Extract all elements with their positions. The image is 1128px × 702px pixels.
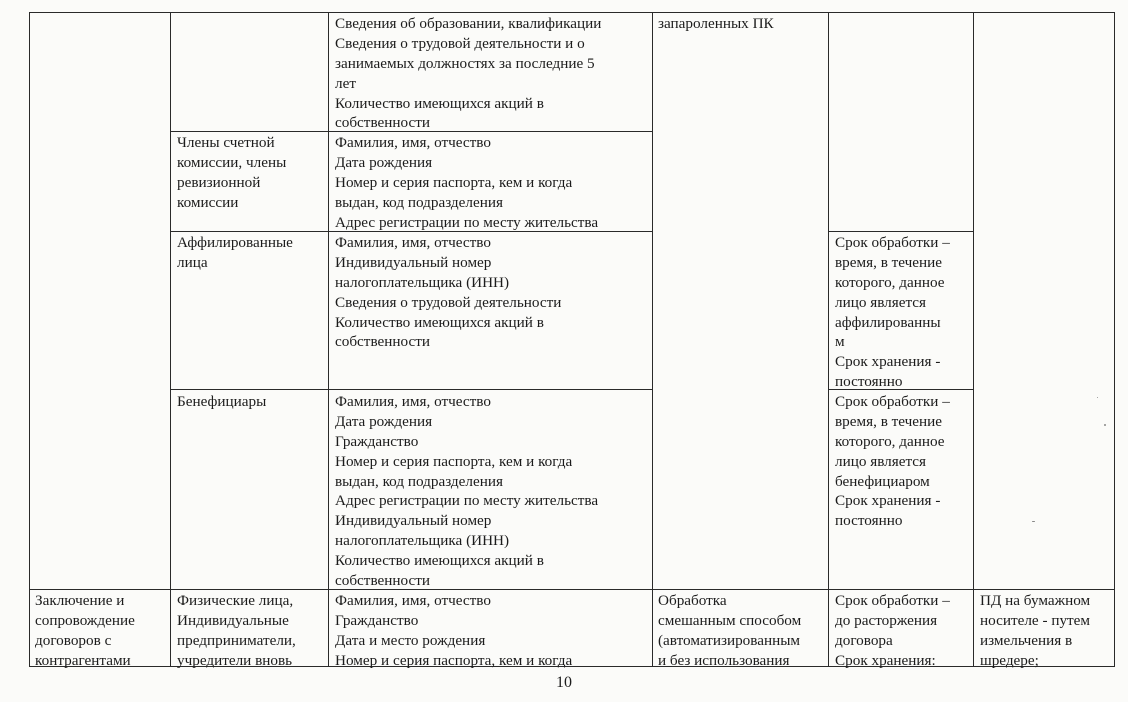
cell-text-line: Срок хранения - (835, 353, 941, 371)
cell-text-line: Обработка (658, 592, 727, 609)
cell-text-line: ревизионной (177, 173, 261, 191)
scan-speck (1032, 521, 1035, 522)
cell-text-line: Номер и серия паспорта, кем и когда (335, 173, 573, 191)
column-divider-5 (973, 12, 974, 667)
cell-text-line: Индивидуальный номер (335, 512, 492, 530)
column-divider-1 (170, 12, 171, 667)
cell-text-line: Индивидуальный номер (335, 253, 492, 271)
cell-text-line: Гражданство (335, 611, 419, 629)
cell-text-line: носителе - путем (980, 611, 1091, 629)
cell-text-line: занимаемых должностях за последние 5 (335, 54, 595, 72)
cell-text-line: предприниматели, (177, 631, 296, 649)
table-border-right (1114, 12, 1115, 667)
cell-text-line: смешанным способом (658, 611, 802, 629)
cell-text-line: постоянно (835, 512, 903, 530)
cell-text-line: бенефициаром (835, 472, 930, 490)
row4-subject-category (177, 591, 296, 671)
cell-text-line: сопровождение (35, 611, 135, 629)
scan-speck (1097, 397, 1098, 398)
row2-subject-category (177, 233, 293, 273)
row-divider-2b (828, 231, 974, 232)
scan-speck (1104, 424, 1106, 426)
cell-text-line: Фамилия, имя, отчество (335, 134, 491, 151)
cell-text-line: Сведения об образовании, квалификации (335, 15, 602, 32)
cell-text-line: Количество имеющихся акций в (335, 94, 544, 112)
row3-subject-category (177, 392, 266, 412)
cell-text-line: договора (835, 631, 893, 649)
column-divider-2 (328, 12, 329, 667)
cell-text-line: (автоматизированным (658, 631, 801, 649)
row0-data-list (335, 14, 601, 133)
row2-retention-terms (835, 233, 950, 392)
cell-text-line: Сведения о трудовой деятельности и о (335, 34, 585, 52)
cell-text-line: собственности (335, 333, 430, 351)
cell-text-line: Дата рождения (335, 153, 433, 171)
cell-text-line: запароленных ПК (658, 15, 774, 32)
cell-text-line: м (835, 333, 845, 351)
cell-text-line: и без использования (658, 651, 790, 669)
cell-text-line: договоров с (35, 631, 112, 649)
cell-text-line: Срок хранения: (835, 651, 936, 669)
cell-text-line: Дата и место рождения (335, 631, 486, 649)
cell-text-line: Количество имеющихся акций в (335, 552, 544, 570)
cell-text-line: шредере; (980, 651, 1039, 669)
table-border-left (29, 12, 30, 667)
cell-text-line: учредители вновь (177, 651, 293, 669)
cell-text-line: контрагентами (35, 651, 131, 669)
cell-text-line: выдан, код подразделения (335, 472, 503, 490)
cell-text-line: Аффилированные (177, 234, 293, 251)
column-divider-4 (828, 12, 829, 667)
row0-processing-method (658, 14, 774, 34)
cell-text-line: Адрес регистрации по месту жительства (335, 213, 599, 231)
cell-text-line: Заключение и (35, 592, 125, 609)
row-divider-3 (170, 389, 653, 390)
cell-text-line: Физические лица, (177, 592, 294, 609)
cell-text-line: Фамилия, имя, отчество (335, 592, 491, 609)
cell-text-line: которого, данное (835, 432, 945, 450)
row3-retention-terms (835, 392, 950, 531)
cell-text-line: выдан, код подразделения (335, 193, 503, 211)
row2-data-list (335, 233, 561, 352)
cell-text-line: лицо является (835, 452, 927, 470)
row1-subject-category (177, 133, 286, 213)
cell-text-line: Бенефициары (177, 393, 267, 410)
cell-text-line: измельчения в (980, 631, 1073, 649)
cell-text-line: Гражданство (335, 432, 419, 450)
cell-text-line: Адрес регистрации по месту жительства (335, 492, 599, 510)
cell-text-line: Срок обработки – (835, 592, 950, 609)
cell-text-line: Срок обработки – (835, 234, 950, 251)
cell-text-line: время, в течение (835, 412, 943, 430)
cell-text-line: налогоплательщика (ИНН) (335, 532, 510, 550)
cell-text-line: Индивидуальные (177, 611, 289, 629)
row4-retention-terms (835, 591, 950, 671)
row1-data-list (335, 133, 598, 232)
cell-text-line: лет (335, 74, 356, 92)
cell-text-line: Количество имеющихся акций в (335, 313, 544, 331)
row4-data-list (335, 591, 572, 671)
row4-processing-method (658, 591, 801, 671)
row4-destruction-method (980, 591, 1090, 671)
column-divider-3 (652, 12, 653, 667)
table-border-top (29, 12, 1115, 13)
cell-text-line: Сведения о трудовой деятельности (335, 293, 562, 311)
cell-text-line: Фамилия, имя, отчество (335, 234, 491, 251)
cell-text-line: аффилированны (835, 313, 941, 331)
cell-text-line: Номер и серия паспорта, кем и когда (335, 452, 573, 470)
cell-text-line: Фамилия, имя, отчество (335, 393, 491, 410)
cell-text-line: Члены счетной (177, 134, 275, 151)
cell-text-line: Срок обработки – (835, 393, 950, 410)
cell-text-line: комиссии, члены (177, 153, 287, 171)
cell-text-line: постоянно (835, 373, 903, 391)
row4-purpose (35, 591, 135, 671)
cell-text-line: собственности (335, 114, 430, 132)
cell-text-line: налогоплательщика (ИНН) (335, 273, 510, 291)
row3-data-list (335, 392, 598, 591)
cell-text-line: которого, данное (835, 273, 945, 291)
cell-text-line: Срок хранения - (835, 492, 941, 510)
cell-text-line: Дата рождения (335, 412, 433, 430)
cell-text-line: ПД на бумажном (980, 592, 1091, 609)
cell-text-line: лица (177, 253, 208, 271)
cell-text-line: время, в течение (835, 253, 943, 271)
cell-text-line: до расторжения (835, 611, 938, 629)
page-number: 10 (556, 674, 572, 691)
cell-text-line: Номер и серия паспорта, кем и когда (335, 651, 573, 669)
cell-text-line: собственности (335, 572, 430, 590)
cell-text-line: комиссии (177, 193, 239, 211)
cell-text-line: лицо является (835, 293, 927, 311)
